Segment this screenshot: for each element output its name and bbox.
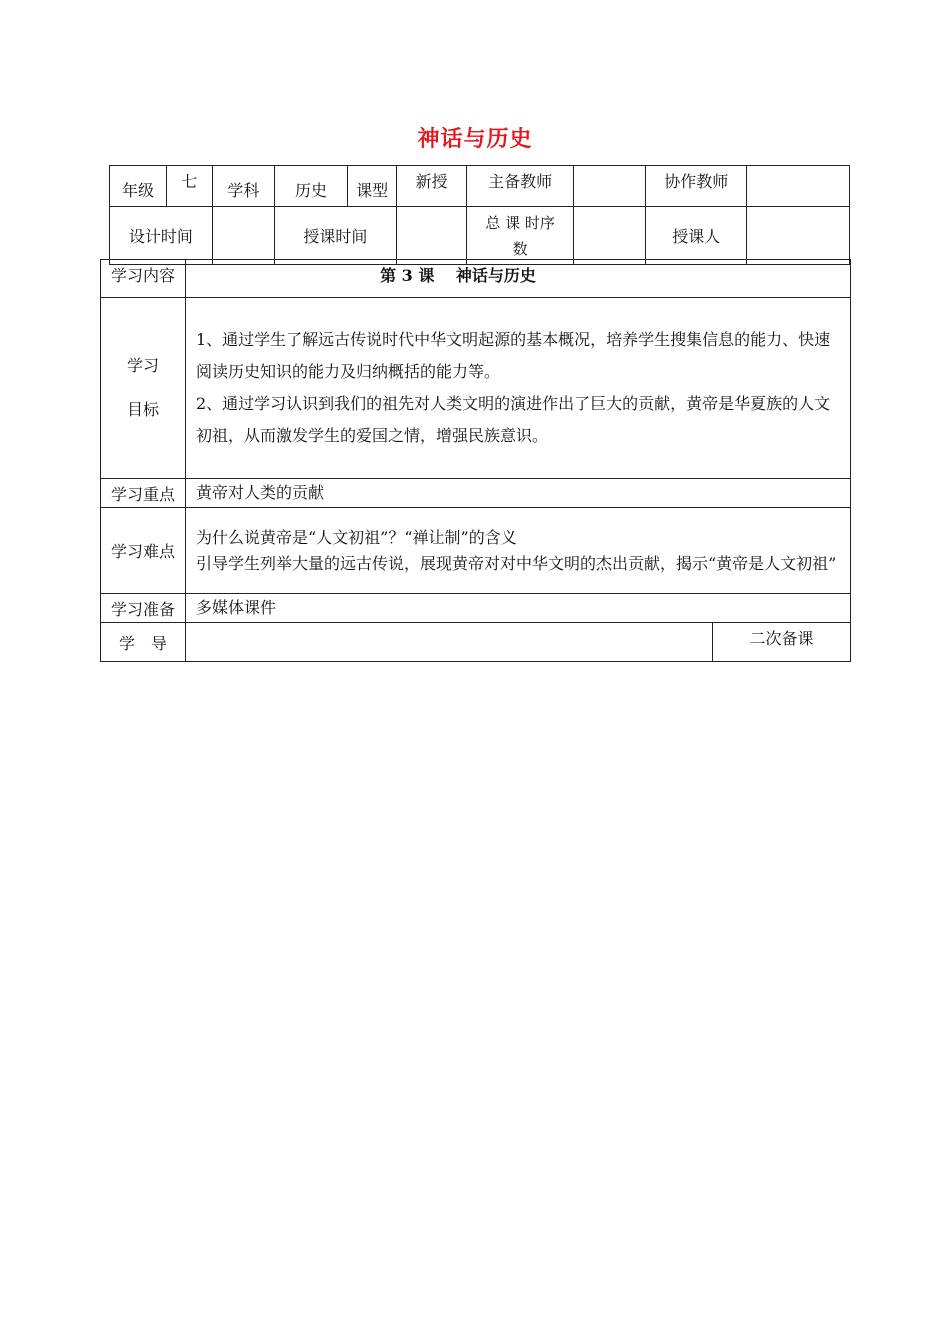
preparation-label: 学习准备 <box>101 594 186 623</box>
total-hours-label-line-2: 数 <box>512 239 528 258</box>
goals-text <box>186 298 851 479</box>
co-teacher-value <box>747 166 850 207</box>
total-hours-label-line-1: 总 课 时序 <box>485 213 555 232</box>
total-hours-value <box>574 207 646 265</box>
goals-label <box>101 298 186 479</box>
content-label: 学习内容 <box>101 260 186 298</box>
key-point-value: 黄帝对人类的贡献 <box>186 479 851 508</box>
goal-item-1: 1、通过学生了解远古传说时代中华文明起源的基本概况，培养学生搜集信息的能力、快速阅读历史知识的能力及归纳概括的能力等。 <box>196 330 831 381</box>
preparation-value: 多媒体课件 <box>186 594 851 623</box>
design-time-value <box>212 207 274 265</box>
difficulty-text <box>186 508 851 594</box>
subject-label: 学科 <box>212 166 274 207</box>
content-value: 第 3 课 神话与历史 <box>186 260 851 298</box>
goals-label-line-2: 目标 <box>126 400 159 419</box>
grade-value: 七 <box>167 166 213 207</box>
co-teacher-label: 协作教师 <box>646 166 747 207</box>
goal-item-2: 2、通过学习认识到我们的祖先对人类文明的演进作出了巨大的贡献，黄帝是华夏族的人文初祖，从而激发学生的爱国之情，增强民族意识。 <box>196 394 831 445</box>
lead-teacher-label: 主备教师 <box>467 166 574 207</box>
second-prep-label: 二次备课 <box>713 623 851 662</box>
teacher-label: 授课人 <box>646 207 747 265</box>
difficulty-line-1: 为什么说黄帝是“人文初祖”？“禅让制”的含义 <box>196 527 517 547</box>
lesson-plan-table <box>100 259 851 662</box>
guide-label: 学 导 <box>101 623 186 662</box>
goals-label-line-1: 学习 <box>126 356 159 375</box>
lead-teacher-value <box>574 166 646 207</box>
subject-value: 历史 <box>274 166 347 207</box>
teacher-value <box>747 207 850 265</box>
guide-value <box>186 623 713 662</box>
teach-time-value <box>397 207 467 265</box>
key-point-label: 学习重点 <box>101 479 186 508</box>
lesson-type-label: 课型 <box>348 166 397 207</box>
design-time-label: 设计时间 <box>110 207 213 265</box>
document-title: 神话与历史 <box>417 126 533 152</box>
teach-time-label: 授课时间 <box>274 207 396 265</box>
difficulty-label: 学习难点 <box>101 508 186 594</box>
grade-label: 年级 <box>110 166 167 207</box>
lesson-type-value: 新授 <box>397 166 467 207</box>
difficulty-line-2: 引导学生列举大量的远古传说，展现黄帝对对中华文明的杰出贡献，揭示“黄帝是人文初祖” <box>196 553 837 573</box>
header-info-table <box>109 165 850 265</box>
total-hours-label <box>467 207 574 265</box>
